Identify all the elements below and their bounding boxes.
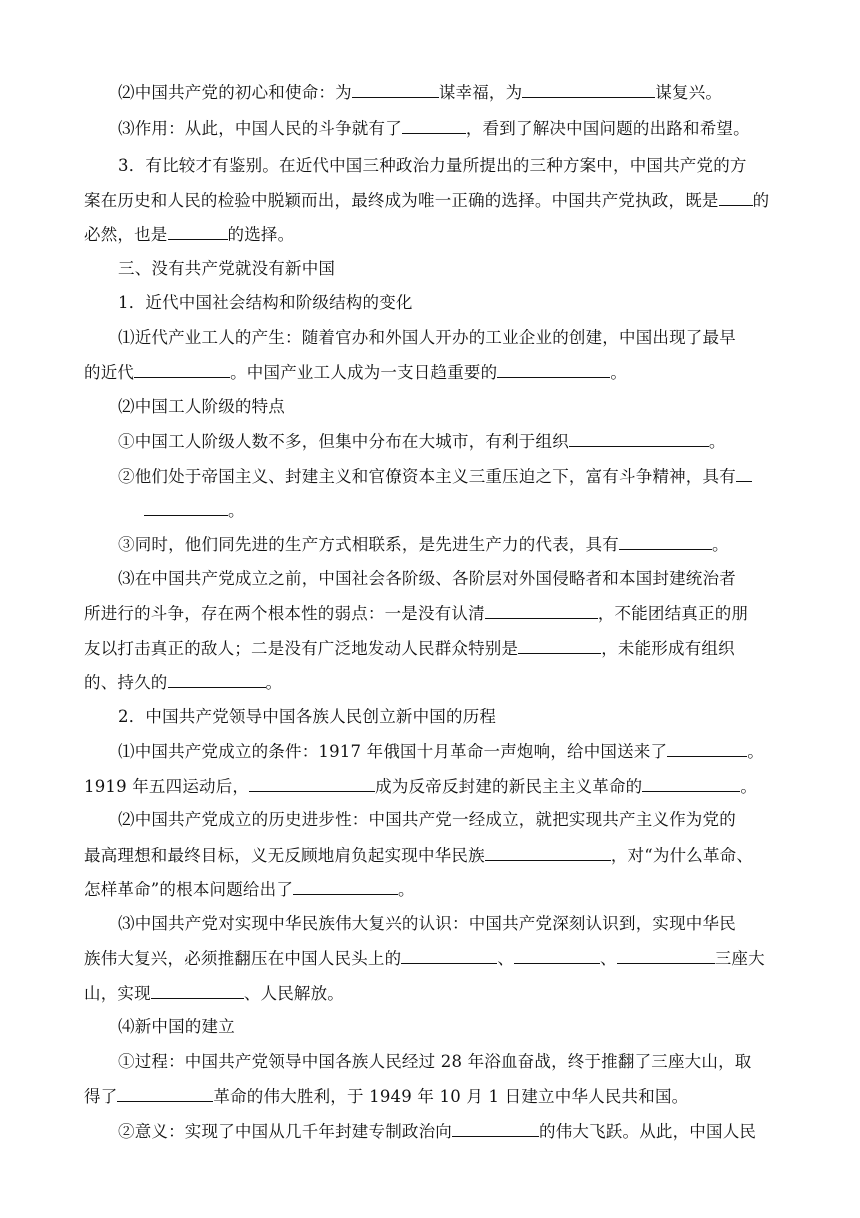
subsection-heading: 2．中国共产党领导中国各族人民创立新中国的历程 [118, 707, 497, 726]
answer-blank[interactable] [168, 224, 228, 240]
text-line: 山，实现 、人民解放。 [84, 984, 345, 1003]
answer-blank[interactable] [117, 1086, 213, 1102]
text-line: 案在历史和人民的检验中脱颖而出，最终成为唯一正确的选择。中国共产党执政，既是 的 [84, 191, 770, 210]
answer-blank[interactable] [619, 534, 712, 550]
answer-blank[interactable] [485, 845, 611, 861]
text-line: ①中国工人阶级人数不多，但集中分布在大城市，有利于组织 。 [118, 432, 726, 451]
text-line: 必然，也是 的选择。 [84, 225, 295, 244]
answer-blank[interactable] [168, 672, 266, 688]
answer-blank[interactable] [569, 431, 709, 447]
answer-blank[interactable] [485, 603, 598, 619]
text-line: 的近代 。中国产业工人成为一支日趋重要的 。 [84, 363, 628, 382]
text-line: ③同时，他们同先进的生产方式相联系，是先进生产力的代表，具有 。 [118, 535, 729, 554]
text-line: ⑵中国工人阶级的特点 [118, 397, 285, 416]
answer-blank[interactable] [401, 948, 497, 964]
answer-blank[interactable] [719, 190, 753, 206]
text-line: 族伟大复兴，必须推翻压在中国人民头上的 、 、 三座大 [84, 949, 765, 968]
text-line: ②他们处于帝国主义、封建主义和官僚资本主义三重压迫之下，富有斗争精神，具有 [118, 466, 818, 487]
answer-blank[interactable] [452, 1121, 539, 1137]
answer-blank[interactable] [151, 983, 244, 999]
answer-blank[interactable] [667, 741, 747, 757]
answer-blank[interactable] [134, 362, 230, 378]
text-line: ⑴中国共产党成立的条件：1917 年俄国十月革命一声炮响，给中国送来了 。 [118, 742, 764, 761]
text-line: 。 [144, 500, 844, 521]
answer-blank[interactable] [617, 948, 715, 964]
text-line: ⑵中国共产党的初心和使命：为 谋幸福，为 谋复兴。 [118, 83, 723, 102]
text-line: ⑶中国共产党对实现中华民族伟大复兴的认识：中国共产党深刻认识到，实现中华民 [118, 914, 736, 933]
section-heading: 三、没有共产党就没有新中国 [118, 259, 336, 278]
text-line: 最高理想和最终目标，义无反顾地肩负起实现中华民族 ，对“为什么革命、 [84, 846, 754, 865]
text-line: 怎样革命”的根本问题给出了 。 [84, 880, 415, 899]
text-line: 所进行的斗争，存在两个根本性的弱点：一是没有认清 ，不能团结真正的朋 [84, 604, 749, 623]
text-line: ②意义：实现了中国从几千年封建专制政治向 的伟大飞跃。从此，中国人民 [118, 1122, 757, 1141]
answer-blank[interactable] [518, 638, 601, 654]
answer-blank[interactable] [642, 776, 740, 792]
subsection-heading: 1．近代中国社会结构和阶级结构的变化 [118, 293, 413, 312]
text-line: 3．有比较才有鉴别。在近代中国三种政治力量所提出的三种方案中，中国共产党的方 [118, 156, 747, 175]
answer-blank[interactable] [736, 466, 752, 482]
answer-blank[interactable] [514, 948, 600, 964]
text-line: ⑶作用：从此，中国人民的斗争就有了 ，看到了解决中国问题的出路和希望。 [118, 119, 750, 138]
text-line: ⑵中国共产党成立的历史进步性：中国共产党一经成立，就把实现共产主义作为党的 [118, 810, 736, 829]
text-line: 的、持久的 。 [84, 673, 283, 692]
answer-blank[interactable] [402, 118, 466, 134]
text-line: ⑷新中国的建立 [118, 1017, 235, 1036]
text-line: ⑴近代产业工人的产生：随着官办和外国人开办的工业企业的创建，中国出现了最早 [118, 328, 736, 347]
answer-blank[interactable] [249, 776, 375, 792]
answer-blank[interactable] [352, 82, 439, 98]
text-line: ⑶在中国共产党成立之前，中国社会各阶级、各阶层对外国侵略者和本国封建统治者 [118, 569, 736, 588]
text-line: ①过程：中国共产党领导中国各族人民经过 28 年浴血奋战，终于推翻了三座大山，取 [118, 1052, 752, 1071]
answer-blank[interactable] [144, 500, 228, 516]
text-line: 1919 年五四运动后， 成为反帝反封建的新民主主义革命的 。 [84, 777, 758, 796]
text-line: 友以打击真正的敌人；二是没有广泛地发动人民群众特别是 ，未能形成有组织 [84, 639, 735, 658]
text-line: 得了 革命的伟大胜利，于 1949 年 10 月 1 日建立中华人民共和国。 [84, 1087, 689, 1106]
answer-blank[interactable] [293, 879, 398, 895]
answer-blank[interactable] [522, 82, 655, 98]
answer-blank[interactable] [497, 362, 610, 378]
